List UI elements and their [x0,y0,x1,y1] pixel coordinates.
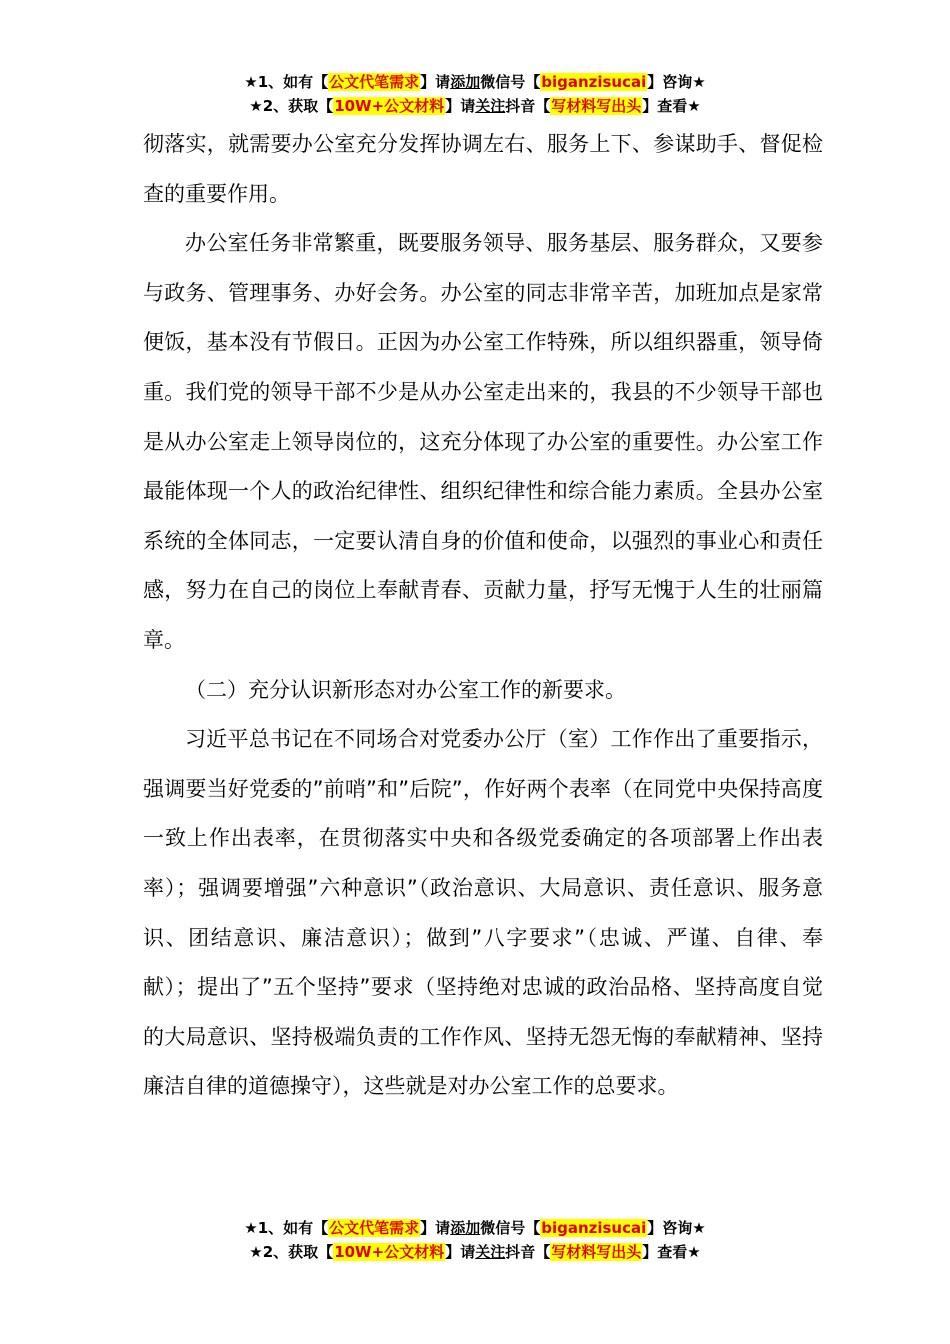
header-banner [0,70,950,118]
paragraph-requirements: 习近平总书记在不同场合对党委办公厅（室）工作作出了重要指示，强调要当好党委的”前哨”和”后院”，作好两个表率（在同党中央保持高度一致上作出表率，在贯彻落实中央和各级党委确定的各项部署上作出表率）；强调要增强”六种意识”（政治意识、大局意识、责任意识、服务意识、团结意识、廉洁意识）；做到”八字要求”（忠诚、严谨、自律、奉献）；提出了”五个坚持”要求（坚持绝对忠诚的政治品格、坚持高度自觉的大局意识、坚持极端负责的工作作风、坚持无怨无悔的奉献精神、坚持廉洁自律的道德操守），这些就是对办公室工作的总要求。 [143,727,823,1099]
highlight-service: 公文代笔需求 [329,73,420,91]
highlight-materials: 10W+公文材料 [334,1243,445,1261]
highlight-materials: 10W+公文材料 [334,97,445,115]
document-body [143,120,823,1112]
banner-line-1: ★1、如有【公文代笔需求】请添加微信号【biganzisucai】咨询★ [244,73,706,91]
footer-banner [0,1216,950,1264]
highlight-wechat-id: biganzisucai [541,1219,647,1237]
banner-line-2: ★2、获取【10W+公文材料】请关注抖音【写材料写出头】查看★ [249,97,701,115]
highlight-douyin-account: 写材料写出头 [551,97,642,115]
banner-line-2: ★2、获取【10W+公文材料】请关注抖音【写材料写出头】查看★ [249,1243,701,1261]
banner-line-1: ★1、如有【公文代笔需求】请添加微信号【biganzisucai】咨询★ [244,1219,706,1237]
highlight-service: 公文代笔需求 [329,1219,420,1237]
highlight-wechat-id: biganzisucai [541,73,647,91]
paragraph-continuation: 彻落实，就需要办公室充分发挥协调左右、服务上下、参谋助手、督促检查的重要作用。 [143,132,823,206]
paragraph-office-duties: 办公室任务非常繁重，既要服务领导、服务基层、服务群众，又要参与政务、管理事务、办好会务。办公室的同志非常辛苦，加班加点是家常便饭，基本没有节假日。正因为办公室工作特殊，所以组织器重，领导倚重。我们党的领导干部不少是从办公室走出来的，我县的不少领导干部也是从办公室走上领导岗位的，这充分体现了办公室的重要性。办公室工作最能体现一个人的政治纪律性、组织纪律性和综合能力素质。全县办公室系统的全体同志，一定要认清自身的价值和使命，以强烈的事业心和责任感，努力在自己的岗位上奉献青春、贡献力量，抒写无愧于人生的壮丽篇章。 [143,231,823,652]
highlight-douyin-account: 写材料写出头 [551,1243,642,1261]
section-heading: （二）充分认识新形态对办公室工作的新要求。 [185,677,626,702]
